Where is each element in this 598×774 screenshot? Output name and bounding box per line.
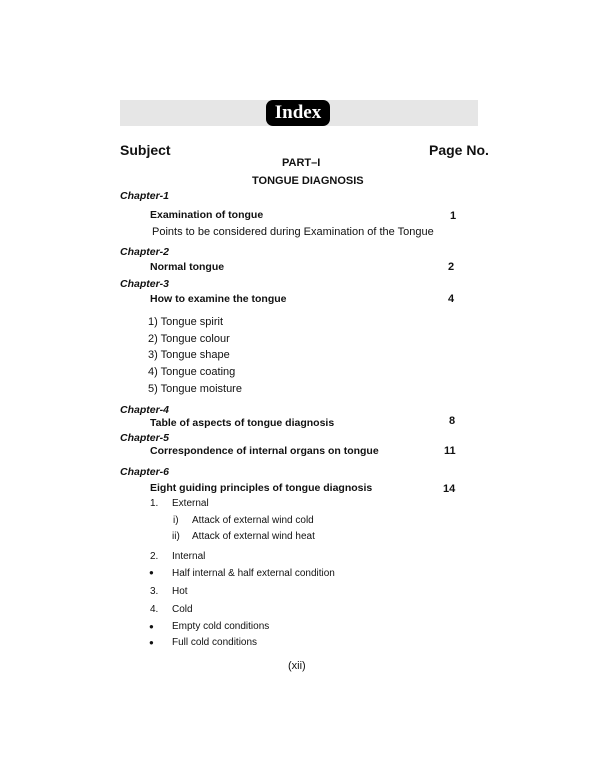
chapter-label: Chapter-2 [120, 246, 170, 258]
bullet-icon: ● [149, 568, 154, 577]
chapter-label: Chapter-6 [120, 466, 170, 478]
chapter-label: Chapter-5 [120, 432, 170, 444]
page-no-header: Page No. [429, 142, 489, 158]
chapter-title: Normal tongue [150, 261, 225, 273]
list-item: Cold [172, 604, 193, 615]
list-item: 4) Tongue coating [148, 366, 236, 378]
chapter-title: Table of aspects of tongue diagnosis [150, 417, 335, 429]
list-marker: ii) [172, 531, 180, 542]
list-item: Half internal & half external condition [172, 568, 335, 579]
chapter-page: 11 [444, 445, 456, 457]
chapter-title: Examination of tongue [150, 209, 264, 221]
list-item: Empty cold conditions [172, 621, 270, 632]
chapter-page: 1 [450, 210, 457, 222]
chapter-title: Correspondence of internal organs on tongue [150, 445, 379, 457]
chapter-title: Eight guiding principles of tongue diagnosis [150, 482, 373, 494]
chapter-note: Points to be considered during Examination of the Tongue [152, 226, 434, 238]
list-marker: i) [173, 515, 179, 526]
bullet-icon: ● [149, 622, 154, 631]
list-item: Attack of external wind cold [192, 515, 314, 526]
chapter-label: Chapter-4 [120, 404, 170, 416]
list-item: Hot [172, 586, 188, 597]
list-item: 3) Tongue shape [148, 349, 230, 361]
chapter-title: How to examine the tongue [150, 293, 287, 305]
list-marker: 4. [150, 604, 159, 615]
list-item: 5) Tongue moisture [148, 383, 242, 395]
chapter-label: Chapter-3 [120, 278, 170, 290]
bullet-icon: ● [149, 638, 154, 647]
list-marker: 2. [150, 551, 159, 562]
list-item: External [172, 498, 209, 509]
page-title: Index [266, 100, 330, 126]
list-marker: 3. [150, 586, 159, 597]
part-name: TONGUE DIAGNOSIS [252, 175, 364, 187]
list-marker: 1. [150, 498, 159, 509]
chapter-page: 4 [448, 293, 455, 305]
list-item: Internal [172, 551, 206, 562]
chapter-page: 8 [449, 415, 456, 427]
page-number: (xii) [288, 660, 306, 672]
list-item: 1) Tongue spirit [148, 316, 224, 328]
chapter-label: Chapter-1 [120, 190, 170, 202]
list-item: 2) Tongue colour [148, 333, 230, 345]
chapter-page: 14 [443, 483, 456, 495]
list-item: Attack of external wind heat [192, 531, 315, 542]
chapter-page: 2 [448, 261, 455, 273]
list-item: Full cold conditions [172, 637, 258, 648]
part-label: PART–I [282, 157, 321, 169]
subject-header: Subject [120, 142, 171, 158]
